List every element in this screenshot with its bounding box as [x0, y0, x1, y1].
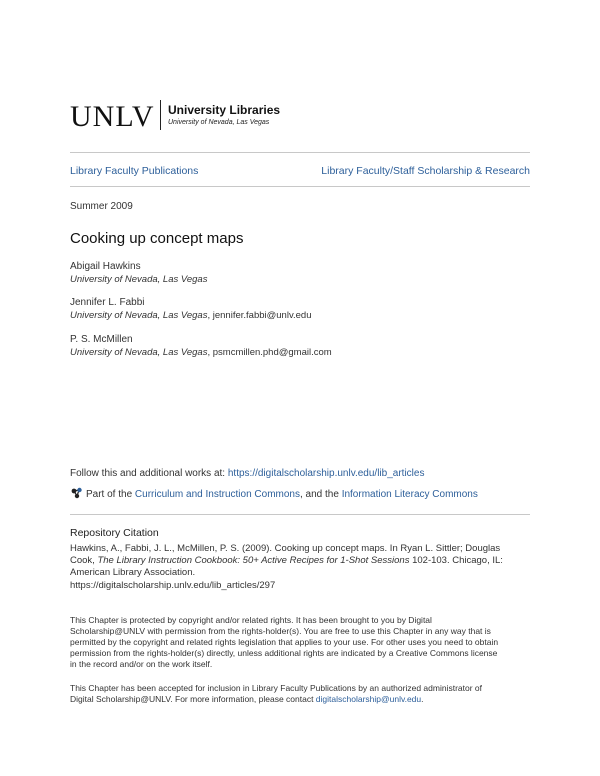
accepted-line-1: This Chapter has been accepted for inclusion in Library Faculty Publications by an authorized administrator of	[70, 683, 482, 693]
nav-rule	[70, 186, 530, 187]
library-faculty-publications-link[interactable]: Library Faculty Publications	[70, 165, 199, 177]
repository-citation-heading: Repository Citation	[70, 527, 159, 539]
follow-url-link[interactable]: https://digitalscholarship.unlv.edu/lib_articles	[227, 468, 425, 479]
rights-line-4: permission from the rights-holder(s) directly, unless additional rights are indicated by a Creative Commons license	[70, 648, 498, 658]
rights-line-5: in the record and/or on the work itself.	[70, 659, 213, 669]
author-name-2: Jennifer L. Fabbi	[70, 297, 145, 308]
citation-line-1: Hawkins, A., Fabbi, J. L., McMillen, P. S. (2009). Cooking up concept maps. In Ryan L. Sittler; Douglas	[70, 543, 501, 554]
rights-line-1: This Chapter is protected by copyright and/or related rights. It has been brought to you by Digital	[70, 615, 432, 625]
citation-line-2: Cook, The Library Instruction Cookbook: 50+ Active Recipes for 1-Shot Sessions 102-103. Chicago, IL:	[70, 555, 503, 566]
library-faculty-staff-scholarship-link[interactable]: Library Faculty/Staff Scholarship & Research	[321, 165, 530, 177]
contact-email-link[interactable]: digitalscholarship@unlv.edu	[315, 694, 422, 704]
follow-line: Follow this and additional works at: https://digitalscholarship.unlv.edu/lib_articles	[70, 468, 425, 479]
citation-line-3: American Library Association.	[70, 567, 196, 578]
rights-line-2: Scholarship@UNLV with permission from the rights-holder(s). You are free to use this Chapter in any way that is	[70, 626, 491, 636]
author-name-3: P. S. McMillen	[70, 334, 133, 345]
citation-rule	[70, 514, 530, 515]
author-affiliation-1: University of Nevada, Las Vegas	[70, 274, 208, 285]
unlv-logo-mark: UNLV	[70, 100, 155, 133]
logo-divider	[160, 100, 161, 130]
author-affiliation-2: University of Nevada, Las Vegas, jennifer.fabbi@unlv.edu	[70, 310, 312, 321]
rights-line-3: permitted by the copyright and related rights legislation that applies to your use. For other uses you need to obtain	[70, 637, 499, 647]
author-affiliation-3: University of Nevada, Las Vegas, psmcmillen.phd@gmail.com	[70, 347, 332, 358]
author-email-3: , psmcmillen.phd@gmail.com	[207, 347, 332, 358]
page-title: Cooking up concept maps	[70, 230, 244, 247]
accepted-line-2: Digital Scholarship@UNLV. For more information, please contact digitalscholarship@unlv.edu.	[70, 694, 424, 704]
author-email-2: , jennifer.fabbi@unlv.edu	[207, 310, 312, 321]
publication-date: Summer 2009	[70, 201, 133, 212]
logo-subtitle: University of Nevada, Las Vegas	[168, 119, 270, 126]
commons-network-icon	[70, 487, 84, 503]
part-of-line: Part of the Curriculum and Instruction Commons, and the Information Literacy Commons	[70, 487, 478, 503]
curriculum-instruction-commons-link[interactable]: Curriculum and Instruction Commons	[134, 489, 300, 500]
author-name-1: Abigail Hawkins	[70, 261, 141, 272]
logo-title: University Libraries	[168, 103, 281, 117]
citation-url-link[interactable]: https://digitalscholarship.unlv.edu/lib_articles/297	[70, 580, 276, 591]
information-literacy-commons-link[interactable]: Information Literacy Commons	[341, 489, 478, 500]
top-rule	[70, 152, 530, 153]
